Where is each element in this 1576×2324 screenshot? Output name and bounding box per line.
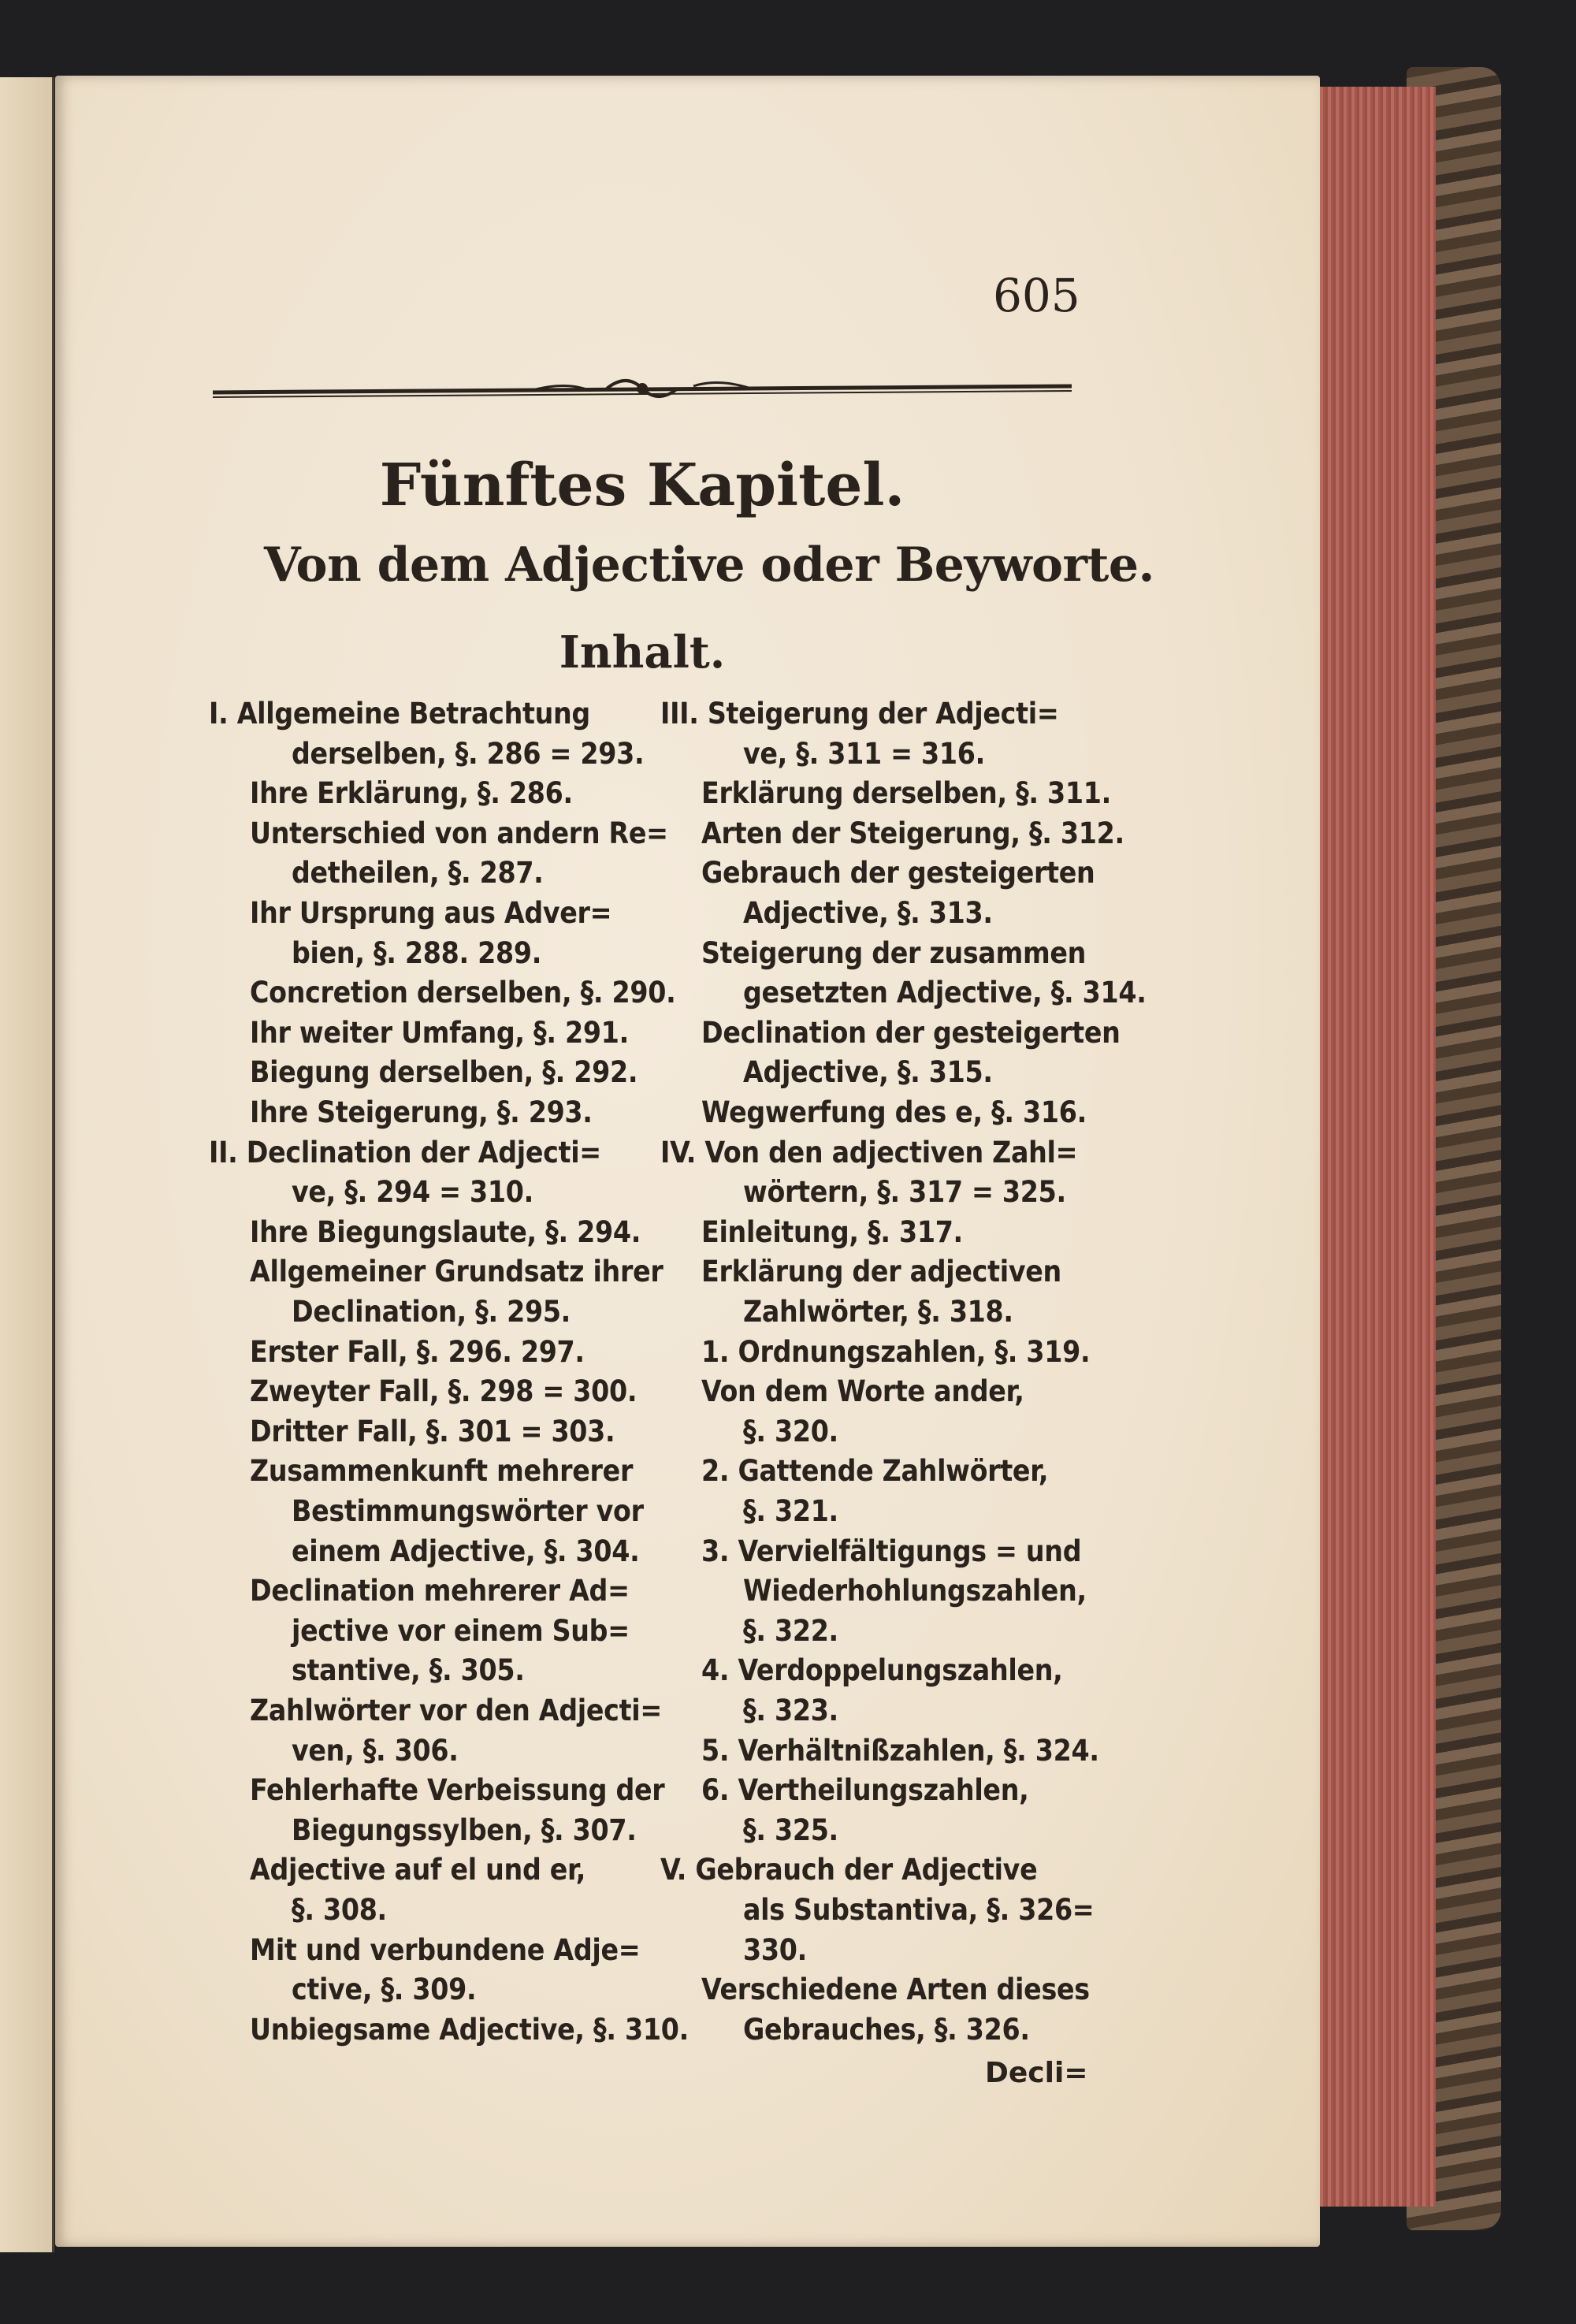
contents-right-entry: §. 320. [743,1414,838,1448]
contents-right-entry: Arten der Steigerung, §. 312. [701,816,1124,850]
contents-left-entry: §. 308. [292,1893,387,1927]
contents-right-entry: Gebrauches, §. 326. [743,2012,1030,2047]
contents-right-entry: Gebrauch der gesteigerten [701,856,1095,891]
contents-right-entry: ve, §. 311 = 316. [743,736,985,771]
contents-left-entry: Declination mehrerer Ad= [250,1574,630,1608]
contents-right-entry: Declination der gesteigerten [701,1015,1121,1050]
contents-right-entry: §. 323. [743,1694,838,1727]
catchword: Decli= [985,2057,1088,2089]
contents-left-entry: jective vor einem Sub= [292,1613,630,1648]
contents-left-entry: Unbiegsame Adjective, §. 310. [250,2012,689,2047]
contents-left-entry: Concretion derselben, §. 290. [250,976,676,1010]
contents-left-entry: Ihr Ursprung aus Adver= [250,896,612,930]
contents-right-entry: §. 322. [743,1613,838,1648]
contents-left-entry: Fehlerhafte Verbeissung der [250,1773,665,1808]
contents-left-entry: ctive, §. 309. [292,1973,477,2007]
contents-left-entry: Ihre Erklärung, §. 286. [250,776,573,811]
contents-right-entry: Wiederhohlungszahlen, [743,1574,1087,1608]
contents-right-entry: §. 321. [743,1494,838,1528]
contents-right-entry: 5. Verhältnißzahlen, §. 324. [701,1733,1099,1768]
contents-left-entry: I. Allgemeine Betrachtung [209,697,590,731]
contents-right-entry: V. Gebrauch der Adjective [660,1853,1038,1887]
contents-left-entry: derselben, §. 286 = 293. [292,736,645,771]
page-number: 605 [993,269,1080,322]
contents-right-entry: §. 325. [743,1813,838,1847]
contents-left-entry: bien, §. 288. 289. [292,935,542,970]
page-block-edge [1314,87,1436,2207]
contents-right-entry: Adjective, §. 315. [743,1055,993,1090]
contents-right-entry: Zahlwörter, §. 318. [743,1295,1013,1329]
contents-right-entry: 1. Ordnungszahlen, §. 319. [701,1334,1091,1369]
contents-left-entry: stantive, §. 305. [292,1653,525,1688]
contents-right-entry: Steigerung der zusammen [701,935,1087,970]
contents-left-entry: ve, §. 294 = 310. [292,1175,533,1210]
contents-left-entry: Dritter Fall, §. 301 = 303. [250,1414,615,1448]
contents-right-entry: 330. [743,1932,807,1967]
contents-right-entry: Wegwerfung des e, §. 316. [701,1095,1087,1129]
contents-right-entry: Verschiedene Arten dieses [701,1973,1090,2007]
contents-left-entry: Ihre Biegungslaute, §. 294. [250,1214,641,1249]
contents-left-entry: Unterschied von andern Re= [250,816,668,850]
contents-right-entry: Einleitung, §. 317. [701,1214,963,1249]
contents-right-entry: III. Steigerung der Adjecti= [660,697,1059,731]
contents-left-entry: Zweyter Fall, §. 298 = 300. [250,1374,637,1409]
contents-right-entry: 4. Verdoppelungszahlen, [701,1653,1063,1688]
contents-left-entry: Erster Fall, §. 296. 297. [250,1334,585,1369]
contents-left-entry: ven, §. 306. [292,1733,459,1768]
contents-right-entry: Erklärung derselben, §. 311. [701,776,1111,811]
contents-right-entry: als Substantiva, §. 326= [743,1893,1095,1927]
contents-right-entry: 2. Gattende Zahlwörter, [701,1454,1049,1489]
contents-heading: Inhalt. [559,627,726,679]
ornament-rule-icon [213,369,1072,408]
contents-right-entry: 3. Vervielfältigungs = und [701,1534,1082,1568]
book-page [55,76,1320,2247]
contents-left-entry: Bestimmungswörter vor [292,1494,644,1528]
contents-left-entry: Mit und verbundene Adje= [250,1932,641,1967]
contents-right-entry: wörtern, §. 317 = 325. [743,1175,1066,1210]
contents-right-entry: IV. Von den adjectiven Zahl= [660,1135,1078,1169]
contents-left-entry: Allgemeiner Grundsatz ihrer [250,1255,663,1289]
left-page-sliver [0,77,54,2252]
contents-left-entry: Zusammenkunft mehrerer [250,1454,634,1489]
contents-left-entry: Ihr weiter Umfang, §. 291. [250,1015,629,1050]
contents-left-entry: Adjective auf el und er, [250,1853,586,1887]
contents-left-entry: Zahlwörter vor den Adjecti= [250,1694,662,1727]
contents-right-entry: Von dem Worte ander, [701,1374,1024,1409]
contents-right-entry: gesetzten Adjective, §. 314. [743,976,1147,1010]
contents-left-entry: Declination, §. 295. [292,1295,571,1329]
contents-right-entry: 6. Vertheilungszahlen, [701,1773,1029,1808]
contents-left-entry: II. Declination der Adjecti= [209,1135,601,1169]
contents-left-entry: einem Adjective, §. 304. [292,1534,640,1568]
chapter-subtitle: Von dem Adjective oder Beyworte. [264,537,1154,593]
contents-left-entry: Ihre Steigerung, §. 293. [250,1095,593,1129]
chapter-title: Fünftes Kapitel. [379,452,905,519]
contents-right-entry: Erklärung der adjectiven [701,1255,1061,1289]
contents-left-entry: Biegung derselben, §. 292. [250,1055,638,1090]
contents-right-entry: Adjective, §. 313. [743,896,993,930]
contents-left-entry: Biegungssylben, §. 307. [292,1813,637,1847]
contents-left-entry: detheilen, §. 287. [292,856,544,891]
